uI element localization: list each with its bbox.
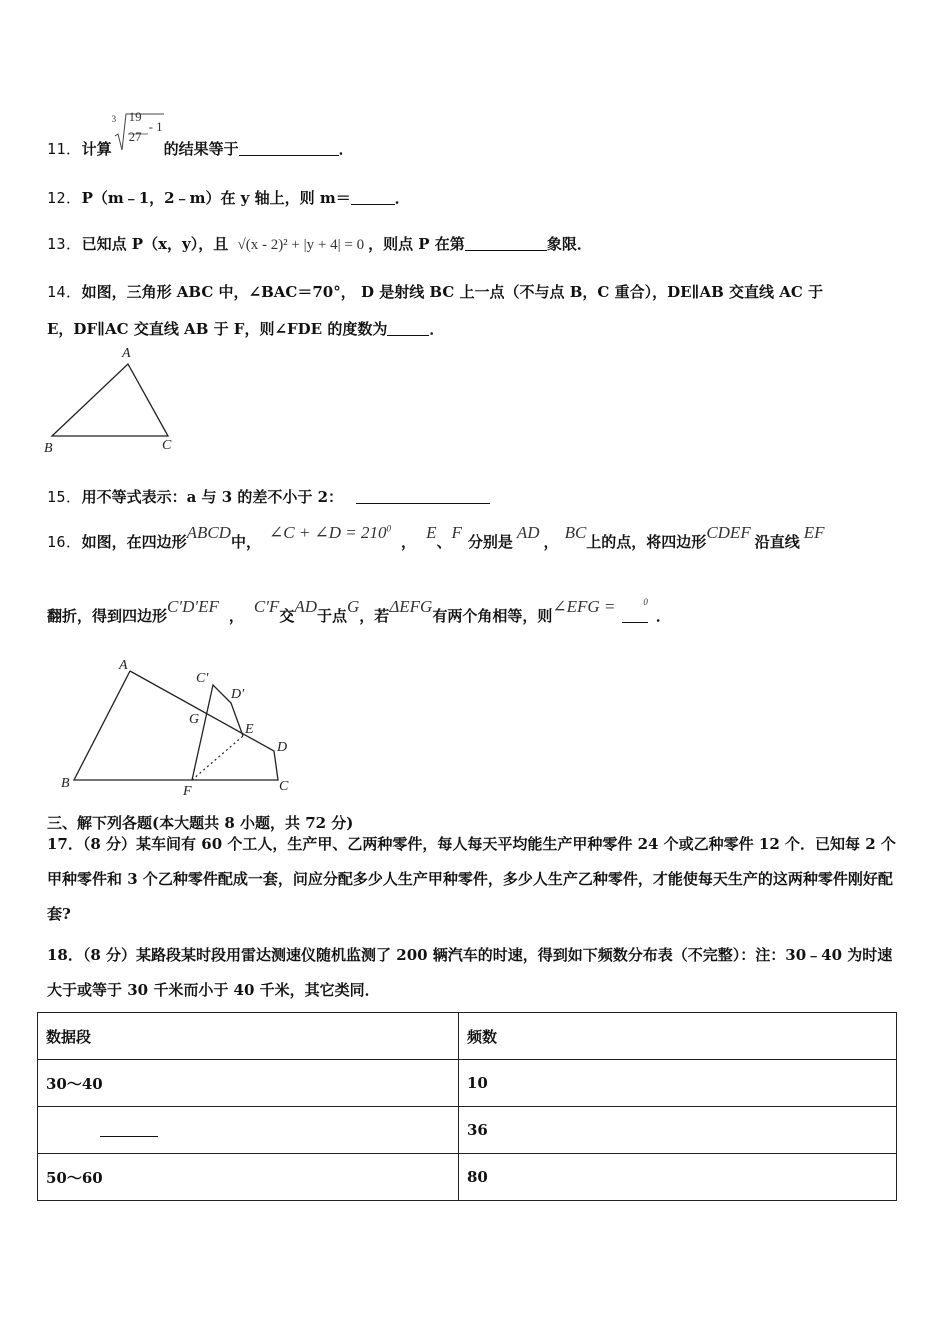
question-number: 12． [47,189,82,207]
table-cell: 50～60 [38,1154,459,1201]
answer-blank[interactable] [356,489,490,504]
answer-blank[interactable] [239,141,339,156]
question-number: 11． [47,140,82,158]
section-heading: 三、解下列各题(本大题共 8 小题，共 72 分) [47,814,354,832]
label-c: C [279,779,289,794]
table-header-cell: 数据段 [38,1013,459,1060]
radical-expression [111,109,164,170]
question-text-2: 的结果等于 [163,140,239,158]
table-cell: 30～40 [38,1060,459,1107]
table-cell: 36 [459,1107,897,1154]
question-number: 15． [47,488,82,506]
formula: √(x - 2)² + |y + 4| = 0 [237,237,365,253]
period: ． [338,140,354,158]
question-text: 分别是 [467,533,513,551]
math-ad: AD [516,523,540,542]
triangle-abc [52,364,168,436]
label-f: F [183,784,192,799]
label-e: E [245,722,254,737]
question-16-line-1 [47,523,825,552]
label-a: A [119,658,128,673]
question-text: ，若 [359,607,390,625]
question-text: 中， [230,533,261,551]
question-17: 17．（8 分）某车间有 60 个工人，生产甲、乙两种零件，每人每天平均能生产甲种零件 24 个或乙种零件 12 个．已知每 2 个甲种零件和 3 个乙种零件配成一套，问应分配多少人生产甲种零件，多少人生产乙种零件，才能使每天生产的这两种零件刚好配套? [47,835,896,923]
question-14-line-2 [47,318,444,339]
table-cell: 80 [459,1154,897,1201]
math-angle-efg-text: ∠EFG = [552,597,616,616]
math-cdef-prime: C′D′EF [167,597,219,616]
table-cell-blank[interactable] [38,1107,459,1154]
radical-index: 3 [111,114,117,124]
period: ． [655,607,671,625]
label-g: G [189,712,200,727]
math-ad: AD [294,597,317,616]
label-a: A [122,346,131,361]
question-12 [47,187,410,208]
question-text: 如图，在四边形 [81,533,187,551]
question-15 [47,486,490,507]
fraction-numerator: 19 [128,109,142,124]
question-16-line-2 [47,597,671,626]
label-b: B [44,441,53,456]
answer-blank[interactable] [100,1122,158,1137]
table-header-row [38,1013,897,1060]
question-text: 、 [436,533,452,551]
period: ． [394,189,410,207]
question-text: 用不等式表示：a 与 3 的差不小于 2： [81,488,344,506]
math-cdef: CDEF [706,523,751,542]
table-row [38,1060,897,1107]
question-number: 13． [47,235,82,253]
math-cf-prime: C′F [253,597,280,616]
degree-superscript: 0 [386,523,392,534]
question-14-line-1 [47,281,823,302]
answer-blank[interactable] [465,236,547,251]
math-g: G [347,597,360,616]
answer-blank[interactable] [387,321,429,336]
question-text: P（m﹣1，2﹣m）在 y 轴上，则 m＝ [81,189,351,207]
math-bc: BC [564,523,587,542]
label-d-prime: D' [231,687,245,702]
quadrilateral-fold-figure [55,655,300,800]
question-number: 16． [47,533,82,551]
math-ef: EF [803,523,825,542]
question-text: 已知点 P（x，y），且 [81,235,229,253]
question-text: 翻折，得到四边形 [47,607,168,625]
question-text: ， [543,533,559,551]
question-text: 计算 [81,140,112,158]
question-text: 沿直线 [754,533,800,551]
math-abcd: ABCD [186,523,231,542]
math-e: E [426,523,437,542]
degree-superscript: 0 [643,597,648,608]
question-text: 于点 [317,607,348,625]
fraction-denominator: 27 [128,129,142,144]
label-b: B [61,776,70,791]
table-cell: 10 [459,1060,897,1107]
answer-blank[interactable] [351,190,395,205]
math-angle-sum-text: ∠C + ∠D = 210 [268,523,387,542]
label-d: D [277,740,288,755]
question-18: 18．（8 分）某路段某时段用雷达测速仪随机监测了 200 辆汽车的时速，得到如下频数分布表（不完整）：注：30﹣40 为时速大于或等于 30 千米而小于 40 千米，其它类同． [47,946,893,999]
table-row [38,1154,897,1201]
radical-tail: - 1 [148,119,163,134]
label-c-prime: C' [196,671,209,686]
question-number: 14． [47,283,82,301]
math-angle-sum [269,523,391,542]
period: ． [429,320,445,338]
question-13 [47,233,592,254]
question-text-3: 象限． [546,235,592,253]
table-header-cell: 频数 [459,1013,897,1060]
question-text: 交 [279,607,295,625]
question-text-2: ，则点 P 在第 [368,235,465,253]
math-angle-efg [552,597,648,616]
triangle-abc-figure [40,342,190,457]
table-row [38,1107,897,1154]
question-text: 有两个角相等，则 [432,607,553,625]
question-text: 如图，三角形 ABC 中，∠BAC＝70°， D 是射线 BC 上一点（不与点 B，C 重合），DE∥AB 交直线 AC 于 [81,283,824,301]
question-text: ， [401,533,417,551]
frequency-table [37,1012,897,1201]
question-text: 上的点，将四边形 [586,533,707,551]
question-11 [47,109,354,170]
label-c: C [162,438,172,453]
math-f: F [451,523,462,542]
question-text: ， [228,607,244,625]
math-triangle-efg: ΔEFG [389,597,433,616]
question-text: E，DF∥AC 交直线 AB 于 F，则∠FDE 的度数为 [47,320,388,338]
